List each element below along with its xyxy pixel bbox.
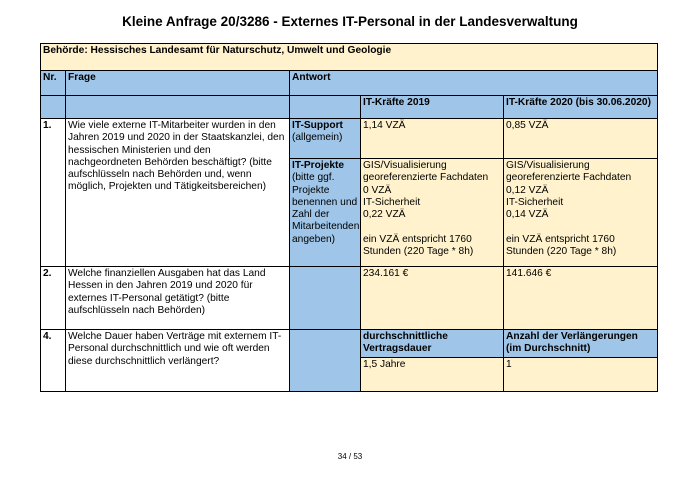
q1-projects-sub: (bitte ggf. Projekte benennen und Zahl der Mitarbeitenden angeben) — [292, 172, 360, 245]
header-frage: Frage — [66, 71, 290, 96]
q4-value-extensions: 1 — [504, 357, 658, 391]
p2019-line6: ein VZÄ entspricht 1760 Stunden (220 Tage * 8h) — [363, 233, 474, 258]
q2-empty-type — [290, 267, 361, 330]
header-row — [41, 71, 658, 96]
subheader-empty-frage — [66, 96, 290, 119]
q1-projects-label: IT-Projekte — [292, 160, 345, 171]
q1-support-2019: 1,14 VZÄ — [361, 119, 504, 159]
q1-question: Wie viele externe IT-Mitarbeiter wurden in den Jahren 2019 und 2020 in der Staatskanzlei, den hessischen Ministerien und den nachgeordneten Behörden beschäftigt? (bitte aufschlüsseln nach Behörden und, wenn möglich, Projekten und Tätigkeitsbereichen) — [66, 119, 290, 267]
q2-value-2019: 234.161 € — [361, 267, 504, 330]
q4-header-row — [41, 330, 658, 358]
q1-projects-2020 — [504, 159, 658, 267]
subheader-empty-type — [290, 96, 361, 119]
p2020-line4: IT-Sicherheit — [506, 196, 564, 208]
q1-support-row — [41, 119, 658, 159]
p2020-line2: georeferenzierte Fachdaten — [506, 172, 632, 184]
p2020-line1: GIS/Visualisierung — [506, 160, 590, 171]
q1-support-sub: (allgemein) — [292, 132, 343, 144]
p2020-line5: 0,14 VZÄ — [506, 209, 549, 221]
header-nr: Nr. — [41, 71, 66, 96]
q1-support-2020: 0,85 VZÄ — [504, 119, 658, 159]
q1-nr: 1. — [41, 119, 66, 267]
q2-nr: 2. — [41, 267, 66, 330]
header-antwort: Antwort — [290, 71, 658, 96]
header-it-2020: IT-Kräfte 2020 (bis 30.06.2020) — [504, 96, 658, 119]
p2019-line2: georeferenzierte Fachdaten — [363, 172, 489, 184]
page-number: 34 / 53 — [337, 452, 363, 461]
p2019-line1: GIS/Visualisierung — [363, 160, 447, 171]
q4-header-extensions: Anzahl der Verlängerungen (im Durchschnitt) — [504, 330, 658, 358]
q1-projects-label-cell — [290, 159, 361, 267]
p2019-line3: 0 VZÄ — [363, 184, 392, 196]
q1-support-label: IT-Support — [292, 120, 343, 131]
q4-value-duration: 1,5 Jahre — [361, 357, 504, 391]
authority-row — [41, 44, 658, 71]
subheader-row — [41, 96, 658, 119]
q4-question: Welche Dauer haben Verträge mit externem IT-Personal durchschnittlich und wie oft werden diese durchschnittlich verlängert? — [66, 330, 290, 392]
q4-empty-type — [290, 330, 361, 392]
answer-table-container — [40, 43, 657, 392]
p2020-line6: ein VZÄ entspricht 1760 Stunden (220 Tage * 8h) — [506, 233, 617, 258]
q4-header-duration: durchschnittliche Vertragsdauer — [361, 330, 504, 358]
header-it-2019: IT-Kräfte 2019 — [361, 96, 504, 119]
q2-question: Welche finanziellen Ausgaben hat das Land Hessen in den Jahren 2019 und 2020 für externes IT-Personal getätigt? (bitte aufschlüsseln nach Behörden) — [66, 267, 290, 330]
q2-value-2020: 141.646 € — [504, 267, 658, 330]
q1-support-label-cell — [290, 119, 361, 159]
q4-nr: 4. — [41, 330, 66, 392]
page-title: Kleine Anfrage 20/3286 - Externes IT-Personal in der Landesverwaltung — [122, 14, 578, 29]
p2020-line3: 0,12 VZÄ — [506, 184, 549, 196]
q2-row — [41, 267, 658, 330]
p2019-line5: 0,22 VZÄ — [363, 209, 406, 221]
answer-table — [40, 43, 658, 392]
q1-projects-2019 — [361, 159, 504, 267]
subheader-empty-nr — [41, 96, 66, 119]
authority-cell: Behörde: Hessisches Landesamt für Naturschutz, Umwelt und Geologie — [41, 44, 658, 71]
p2019-line4: IT-Sicherheit — [363, 196, 421, 208]
